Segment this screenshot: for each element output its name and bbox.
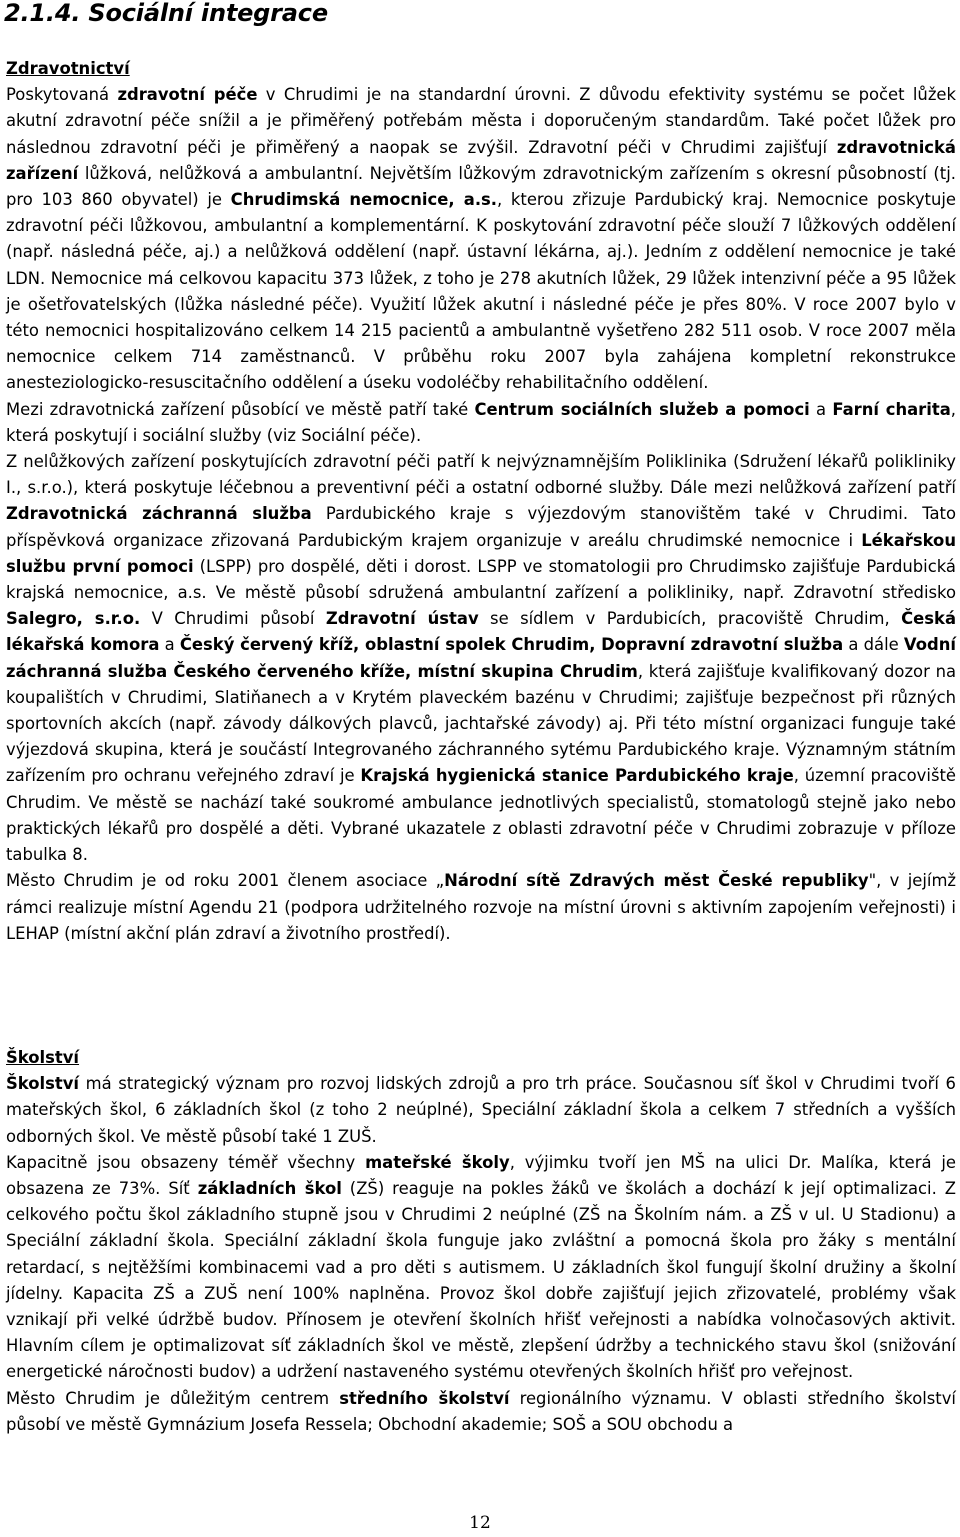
text-run: a [159, 635, 180, 655]
school-section [6, 1045, 956, 1438]
bold-run: Česká lékařská komora [6, 609, 957, 655]
bold-run: Zdravotní ústav [325, 609, 479, 629]
health-paragraph-4 [6, 868, 956, 947]
text-run: v Chrudimi je na standardní úrovni. Z důvodu efektivity systému se počet lůžek akutní zdravotní péče snížil a je přiměřený potřebám města i doporučeným standardům. Také počet lůžek pro následnou zdravotní péči je přiměřený a naopak se zvýšil. Zdravotní péči v Chrudimi zajišťují [6, 85, 956, 157]
health-paragraph-3 [6, 449, 956, 868]
bold-run: Farní charita [832, 399, 951, 419]
section-heading: 2.1.4. Sociální integrace [4, 0, 328, 27]
text-run: Mezi zdravotnická zařízení působící ve městě patří také [6, 399, 475, 419]
bold-run: zdravotnická zařízení [6, 137, 956, 183]
bold-run: Národní sítě Zdravých měst České republiky [444, 871, 869, 891]
bold-run: středního školství [339, 1388, 510, 1408]
bold-run: zdravotní péče [117, 85, 258, 105]
bold-run: mateřské školy [365, 1152, 510, 1172]
text-run: (ZŠ) reaguje na pokles žáků ve školách a dochází k její optimalizaci. Z celkového počtu škol základního stupně jsou v Chrudimi 2 neúplné (ZŠ na Školním nám. a ZŠ v ul. U Stadionu) a Speciální základní škola. Speciální základní škola funguje jako zvláštní a pomocná škola pro žáky s mentální retardací, s nejtěžšími kombinacemi vad a pro děti s autismem. U základních škol fungují školní družiny a školní jídelny. Kapacita ZŠ a ZUŠ není 100% naplněna. Provoz škol dobře zajišťují jejich zřizovatelé, problémy však vznikají při velké údržbě budov. Přínosem je otevření školních hřišť veřejnosti a nabídka volnočasových aktivit. Hlavním cílem je optimalizovat síť základních škol ve městě, zlepšení údržby a technického stavu škol (snižování energetické náročnosti budov) a udržení nastaveného systému otevřených školních hřišť pro veřejnost. [6, 1179, 956, 1382]
text-run: Město Chrudim je od roku 2001 členem asociace „ [6, 871, 445, 891]
text-run: ", v jejímž rámci realizuje místní Agendu 21 (podpora udržitelného rozvoje na místní úrovni s aktivním zapojením veřejnosti) i LEHAP (místní akční plán zdraví a životního prostředí). [6, 871, 957, 943]
bold-run: Centrum sociálních služeb a pomoci [474, 399, 810, 419]
bold-run: Český červený kříž, oblastní spolek Chrudim, Dopravní zdravotní služba [179, 635, 844, 655]
bold-run: Školství [6, 1074, 80, 1094]
text-run: Město Chrudim je důležitým centrem [6, 1388, 340, 1408]
text-run: , výjimku tvoří jen MŠ na ulici Dr. Malíka, která je obsazena ze 73%. Síť [6, 1152, 956, 1199]
text-run: , která zajišťuje kvalifikovaný dozor na koupalištích v Chrudimi, Slatiňanech a v Krytém plaveckém bazénu v Chrudimi; zajišťuje bezpečnost při různých sportovních akcích (např. závody dálkových plavců, jachtařské závody) aj. Při této místní organizaci funguje také výjezdová skupina, která je součástí Integrovaného záchranného sytému Pardubického kraje. Významným státním zařízením pro ochranu veřejného zdraví je [6, 661, 956, 786]
bold-run: Krajská hygienická stanice Pardubického kraje [360, 766, 794, 786]
page-number: 12 [469, 1513, 491, 1533]
text-run: , kterou zřizuje Pardubický kraj. Nemocnice poskytuje zdravotní péči lůžkovou, ambulantní a komplementární. K poskytování zdravotní péče slouží 7 lůžkových oddělení (např. následná péče, aj.) a nelůžková oddělení (např. ústavní lékárna, aj.). Jedním z oddělení nemocnice je také LDN. Nemocnice má celkovou kapacitu 373 lůžek, z toho je 278 akutních lůžek, 29 lůžek intenzivní péče a 95 lůžek je ošetřovatelských (lůžka následné péče). Využití lůžek akutní i následné péče je přes 80%. V roce 2007 bylo v této nemocnici hospitalizováno celkem 14 215 pacientů a ambulantně vyšetřeno 282 511 osob. V roce 2007 měla nemocnice celkem 714 zaměstnanců. V průběhu roku 2007 byla zahájena kompletní rekonstrukce anesteziologicko-resuscitačního oddělení a úseku vodoléčby rehabilitačního oddělení. [6, 190, 957, 393]
health-section [6, 56, 956, 947]
bold-run: základních škol [197, 1179, 342, 1199]
text-run: a dále [843, 635, 904, 655]
bold-run: Chrudimská nemocnice, a.s. [230, 190, 498, 210]
bold-run: Salegro, s.r.o. [6, 609, 141, 629]
school-paragraph-3 [6, 1386, 956, 1438]
text-run: , která poskytují i sociální služby (viz Sociální péče). [6, 399, 956, 445]
text-run: Poskytovaná [6, 85, 118, 105]
text-run: lůžková, nelůžková a ambulantní. Největším lůžkovým zdravotnickým zařízením s okresní působností (tj. pro 103 860 obyvatel) je [6, 163, 956, 210]
text-run: V Chrudimi působí [140, 609, 326, 629]
health-paragraph-1 [6, 82, 956, 396]
text-run: (LSPP) pro dospělé, děti i dorost. LSPP ve stomatologii pro Chrudimsko zajišťuje Pardubická krajská nemocnice, a.s. Ve městě působí sdružená ambulantní zařízení a polikliniky, např. Zdravotní středisko [6, 556, 956, 603]
text-run: , územní pracoviště Chrudim. Ve městě se nachází také soukromé ambulance jednotlivých specialistů, stomatologů stejně jako nebo praktických lékařů pro dospělé a děti. Vybrané ukazatele z oblasti zdravotní péče v Chrudimi zobrazuje v příloze tabulka 8. [6, 766, 956, 865]
school-paragraph-1 [6, 1071, 956, 1150]
health-paragraph-2 [6, 397, 956, 449]
bold-run: Lékařskou službu první pomoci [6, 530, 956, 576]
school-paragraph-2 [6, 1150, 956, 1386]
text-run: se sídlem v Pardubicích, pracoviště Chrudim, [478, 609, 902, 629]
bold-run: Vodní záchranná služba Českého červeného kříže, místní skupina Chrudim [6, 635, 956, 681]
text-run: Z nelůžkových zařízení poskytujících zdravotní péči patří k nejvýznamnějším Poliklinika (Sdružení lékařů polikliniky I., s.r.o.), která poskytuje léčebnou a preventivní péči a ostatní odborné služby. Dále mezi nelůžková zařízení patří [6, 452, 956, 498]
text-run: Pardubického kraje s výjezdovým stanovištěm také v Chrudimi. Tato příspěvková organizace zřizovaná Pardubickým krajem organizuje v areálu chrudimské nemocnice i [6, 504, 956, 550]
bold-run: Zdravotnická záchranná služba [6, 504, 312, 524]
text-run: regionálního významu. V oblasti středního školství působí ve městě Gymnázium Josefa Ressela; Obchodní akademie; SOŠ a SOU obchodu a [6, 1388, 956, 1434]
text-run: a [809, 399, 833, 419]
text-run: Kapacitně jsou obsazeny téměř všechny [6, 1152, 366, 1172]
health-title: Zdravotnictví [6, 59, 130, 78]
school-title: Školství [6, 1048, 80, 1067]
text-run: má strategický význam pro rozvoj lidských zdrojů a pro trh práce. Současnou síť škol v Chrudimi tvoří 6 mateřských škol, 6 základních škol (z toho 2 neúplné), Speciální základní škola a celkem 7 středních a vyšších odborných škol. Ve městě působí také 1 ZUŠ. [6, 1074, 956, 1146]
